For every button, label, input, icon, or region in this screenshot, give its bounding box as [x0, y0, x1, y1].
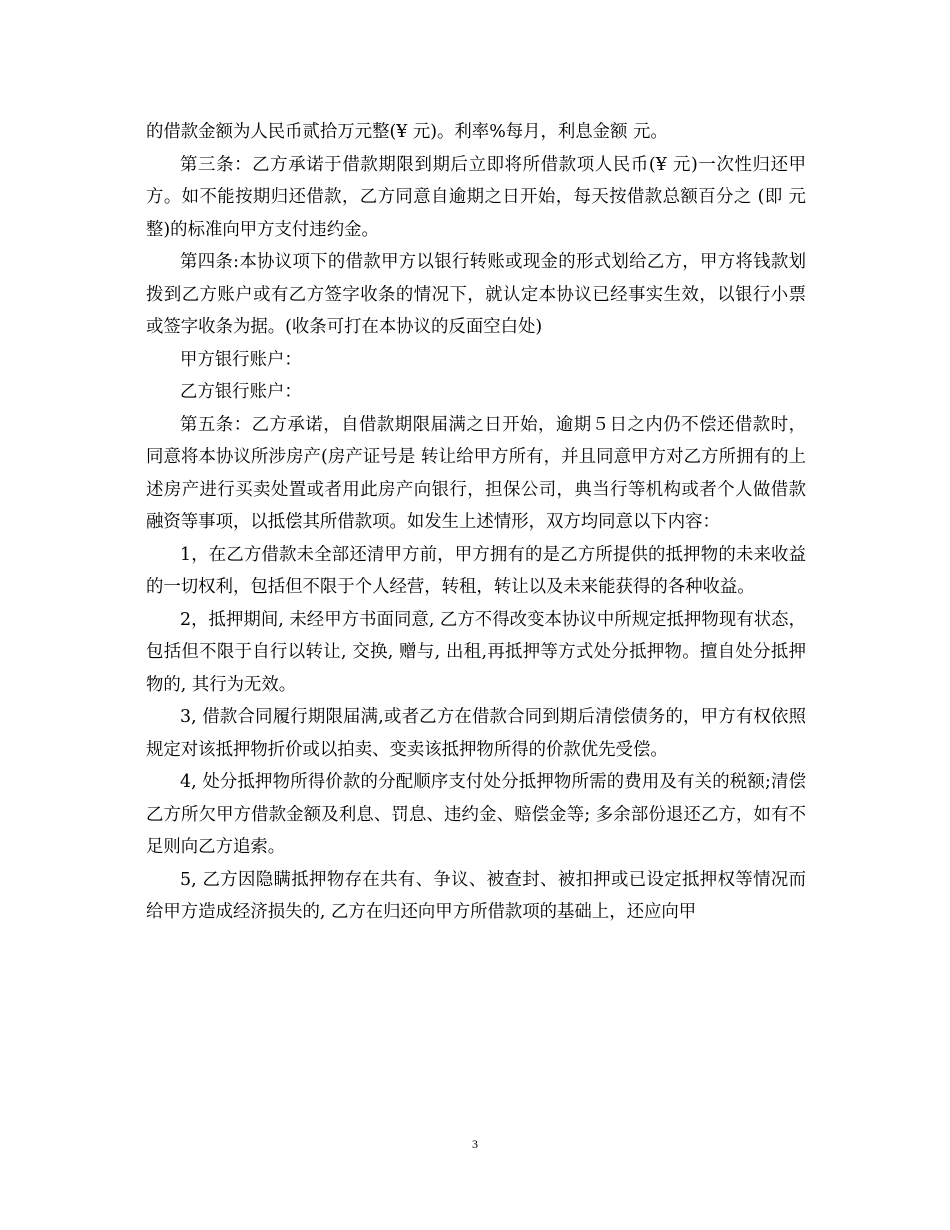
paragraph-article-5: 第五条：乙方承诺，自借款期限届满之日开始，逾期５日之内仍不偿还借款时，同意将本协议所涉房产(房产证号是 转让给甲方所有，并且同意甲方对乙方所拥有的上述房产进行买卖处置或者用此房产向银行，担保公司，典当行等机构或者个人做借款融资等事项，以抵偿其所借款项。如发生上述情形，双方均同意以下内容：: [146, 414, 806, 532]
paragraph-party-a-bank-account: 甲方银行账户：: [180, 349, 302, 370]
paragraph-clause-2: 2，抵押期间, 未经甲方书面同意, 乙方不得改变本协议中所规定抵押物现有状态，包括但不限于自行以转让, 交换, 赠与, 出租,再抵押等方式处分抵押物。擅自处分抵押物的, 其行为无效。: [146, 609, 806, 695]
paragraph-article-3: 第三条：乙方承诺于借款期限到期后立即将所借款项人民币(¥ 元)一次性归还甲方。如不能按期归还借款，乙方同意自逾期之日开始，每天按借款总额百分之 (即 元整)的标准向甲方支付违约金。: [146, 154, 806, 240]
paragraph-clause-4: 4, 处分抵押物所得价款的分配顺序支付处分抵押物所需的费用及有关的税额;清偿乙方所欠甲方借款金额及利息、罚息、违约金、赔偿金等; 多余部份退还乙方，如有不足则向乙方追索。: [146, 772, 806, 857]
paragraph-article-4: 第四条:本协议项下的借款甲方以银行转账或现金的形式划给乙方，甲方将钱款划拨到乙方账户或有乙方签字收条的情况下，就认定本协议已经事实生效，以银行小票或签字收条为据。(收条可打在本协议的反面空白处): [146, 252, 806, 337]
document-body: [146, 116, 806, 929]
paragraph-clause-1: 1，在乙方借款未全部还清甲方前，甲方拥有的是乙方所提供的抵押物的未来收益的一切权利，包括但不限于个人经营，转租，转让以及未来能获得的各种收益。: [146, 544, 806, 597]
paragraph-party-b-bank-account: 乙方银行账户：: [180, 382, 302, 402]
paragraph-clause-5: 5, 乙方因隐瞒抵押物存在共有、争议、被查封、被扣押或已设定抵押权等情况而给甲方造成经济损失的, 乙方在归还向甲方所借款项的基础上，还应向甲: [146, 869, 806, 922]
page-number: 3: [472, 1137, 478, 1151]
paragraph-clause-3: 3, 借款合同履行期限届满,或者乙方在借款合同到期后清偿债务的，甲方有权依照规定对该抵押物折价或以拍卖、变卖该抵押物所得的价款优先受偿。: [146, 707, 806, 760]
paragraph-loan-amount: 的借款金额为人民币贰拾万元整(¥ 元)。利率%每月，利息金额 元。: [146, 122, 668, 142]
